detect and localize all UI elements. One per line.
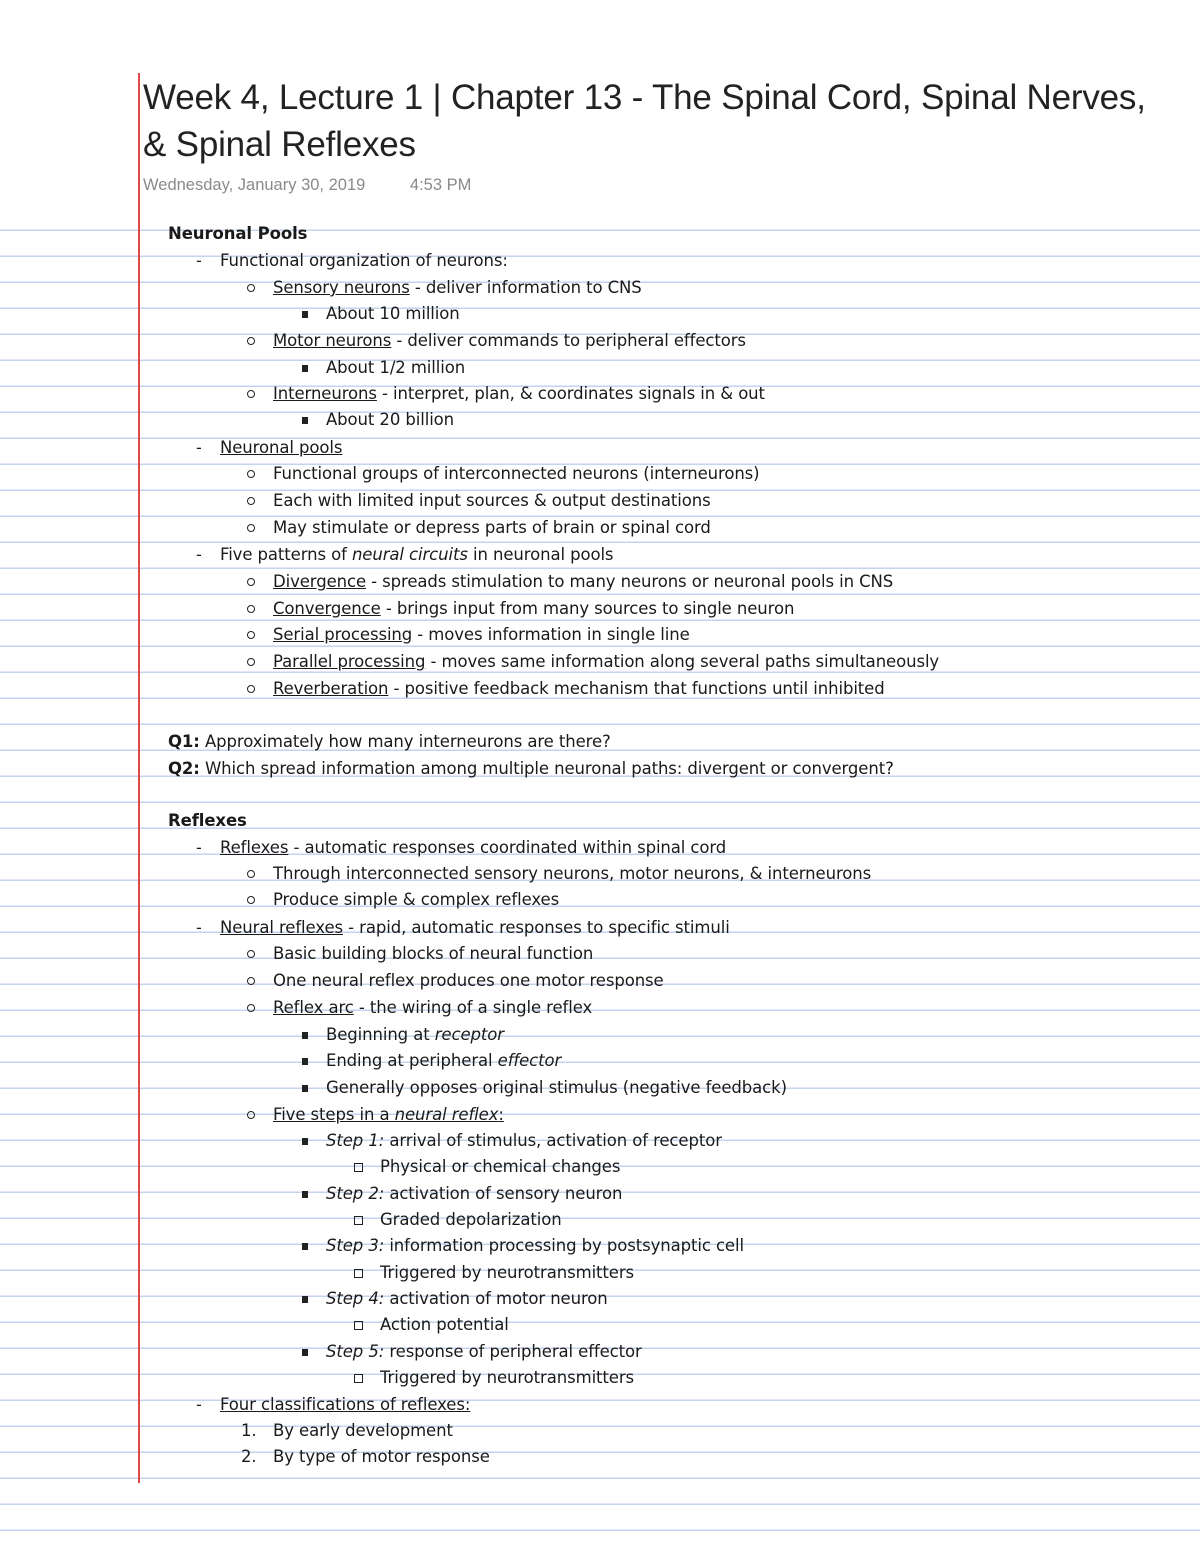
list-item: Basic building blocks of neural function (273, 941, 593, 967)
page-time: 4:53 PM (409, 176, 472, 194)
square-bullet-icon (302, 1191, 308, 1198)
list-item: Motor neurons - deliver commands to peripheral effectors (273, 328, 746, 354)
hollow-square-bullet-icon (354, 1269, 363, 1278)
list-item: Interneurons - interpret, plan, & coordinates signals in & out (273, 381, 765, 407)
list-item: One neural reflex produces one motor response (273, 968, 664, 994)
circle-bullet-icon (247, 1111, 255, 1119)
circle-bullet-icon (247, 870, 255, 878)
square-bullet-icon (302, 1058, 308, 1065)
list-item: Step 4: activation of motor neuron (326, 1286, 608, 1312)
square-bullet-icon (302, 1296, 308, 1303)
dash-bullet-icon: - (196, 438, 202, 457)
list-number: 1. (241, 1421, 257, 1440)
section-heading: Reflexes (168, 811, 247, 830)
circle-bullet-icon (247, 631, 255, 639)
list-item: Divergence - spreads stimulation to many neurons or neuronal pools in CNS (273, 569, 893, 595)
list-item: Functional groups of interconnected neurons (interneurons) (273, 461, 760, 487)
question-2: Q2: Which spread information among multiple neuronal paths: divergent or convergent? (168, 759, 894, 778)
square-bullet-icon (302, 1085, 308, 1092)
question-1: Q1: Approximately how many interneurons are there? (168, 732, 611, 751)
list-item: Through interconnected sensory neurons, motor neurons, & interneurons (273, 861, 871, 887)
page-title: Week 4, Lecture 1 | Chapter 13 - The Spinal Cord, Spinal Nerves, & Spinal Reflexes (143, 78, 1146, 164)
list-item: - Reflexes - automatic responses coordinated within spinal cord (220, 835, 726, 861)
list-item: Sensory neurons - deliver information to CNS (273, 275, 642, 301)
circle-bullet-icon (247, 470, 255, 478)
list-item: Reverberation - positive feedback mechanism that functions until inhibited (273, 676, 885, 702)
circle-bullet-icon (247, 497, 255, 505)
list-item: About 10 million (326, 301, 460, 327)
circle-bullet-icon (247, 284, 255, 292)
circle-bullet-icon (247, 896, 255, 904)
square-bullet-icon (302, 1349, 308, 1356)
list-item: - Functional organization of neurons: (220, 248, 508, 274)
dash-bullet-icon: - (196, 545, 202, 564)
list-item: Generally opposes original stimulus (negative feedback) (326, 1075, 787, 1101)
list-item: 2. By type of motor response (273, 1444, 490, 1470)
circle-bullet-icon (247, 950, 255, 958)
list-item: 1. By early development (273, 1418, 453, 1444)
list-item: Parallel processing - moves same information along several paths simultaneously (273, 649, 939, 675)
list-item: Physical or chemical changes (380, 1154, 620, 1180)
hollow-square-bullet-icon (354, 1374, 363, 1383)
list-item: - Neural reflexes - rapid, automatic responses to specific stimuli (220, 915, 730, 941)
list-item: Step 3: information processing by postsynaptic cell (326, 1233, 744, 1259)
page-meta (143, 176, 471, 195)
square-bullet-icon (302, 1243, 308, 1250)
circle-bullet-icon (247, 578, 255, 586)
list-item: Beginning at receptor (326, 1022, 504, 1048)
dash-bullet-icon: - (196, 1395, 202, 1414)
list-item: About 20 billion (326, 407, 454, 433)
square-bullet-icon (302, 365, 308, 372)
list-item: Produce simple & complex reflexes (273, 887, 559, 913)
square-bullet-icon (302, 417, 308, 424)
circle-bullet-icon (247, 337, 255, 345)
hollow-square-bullet-icon (354, 1216, 363, 1225)
circle-bullet-icon (247, 390, 255, 398)
notebook-margin-line (138, 73, 140, 1483)
circle-bullet-icon (247, 977, 255, 985)
list-item: Triggered by neurotransmitters (380, 1260, 634, 1286)
hollow-square-bullet-icon (354, 1163, 363, 1172)
list-item: Step 5: response of peripheral effector (326, 1339, 642, 1365)
dash-bullet-icon: - (196, 251, 202, 270)
list-item: Each with limited input sources & output destinations (273, 488, 711, 514)
hollow-square-bullet-icon (354, 1321, 363, 1330)
list-number: 2. (241, 1447, 257, 1466)
square-bullet-icon (302, 311, 308, 318)
list-item: May stimulate or depress parts of brain or spinal cord (273, 515, 711, 541)
list-item: Step 2: activation of sensory neuron (326, 1181, 622, 1207)
circle-bullet-icon (247, 1004, 255, 1012)
circle-bullet-icon (247, 524, 255, 532)
list-item: - Four classifications of reflexes: (220, 1392, 470, 1418)
circle-bullet-icon (247, 658, 255, 666)
dash-bullet-icon: - (196, 918, 202, 937)
dash-bullet-icon: - (196, 838, 202, 857)
list-item: - Neuronal pools (220, 435, 342, 461)
circle-bullet-icon (247, 685, 255, 693)
section-heading: Neuronal Pools (168, 224, 308, 243)
list-item: Five steps in a neural reflex: (273, 1102, 504, 1128)
page-date: Wednesday, January 30, 2019 (143, 176, 366, 194)
circle-bullet-icon (247, 605, 255, 613)
square-bullet-icon (302, 1138, 308, 1145)
list-item: Action potential (380, 1312, 509, 1338)
list-item: Convergence - brings input from many sources to single neuron (273, 596, 794, 622)
list-item: - Five patterns of neural circuits in neuronal pools (220, 542, 613, 568)
list-item: Reflex arc - the wiring of a single reflex (273, 995, 592, 1021)
list-item: About 1/2 million (326, 355, 465, 381)
list-item: Ending at peripheral effector (326, 1048, 561, 1074)
list-item: Graded depolarization (380, 1207, 562, 1233)
square-bullet-icon (302, 1032, 308, 1039)
list-item: Step 1: arrival of stimulus, activation of receptor (326, 1128, 722, 1154)
list-item: Triggered by neurotransmitters (380, 1365, 634, 1391)
list-item: Serial processing - moves information in single line (273, 622, 690, 648)
